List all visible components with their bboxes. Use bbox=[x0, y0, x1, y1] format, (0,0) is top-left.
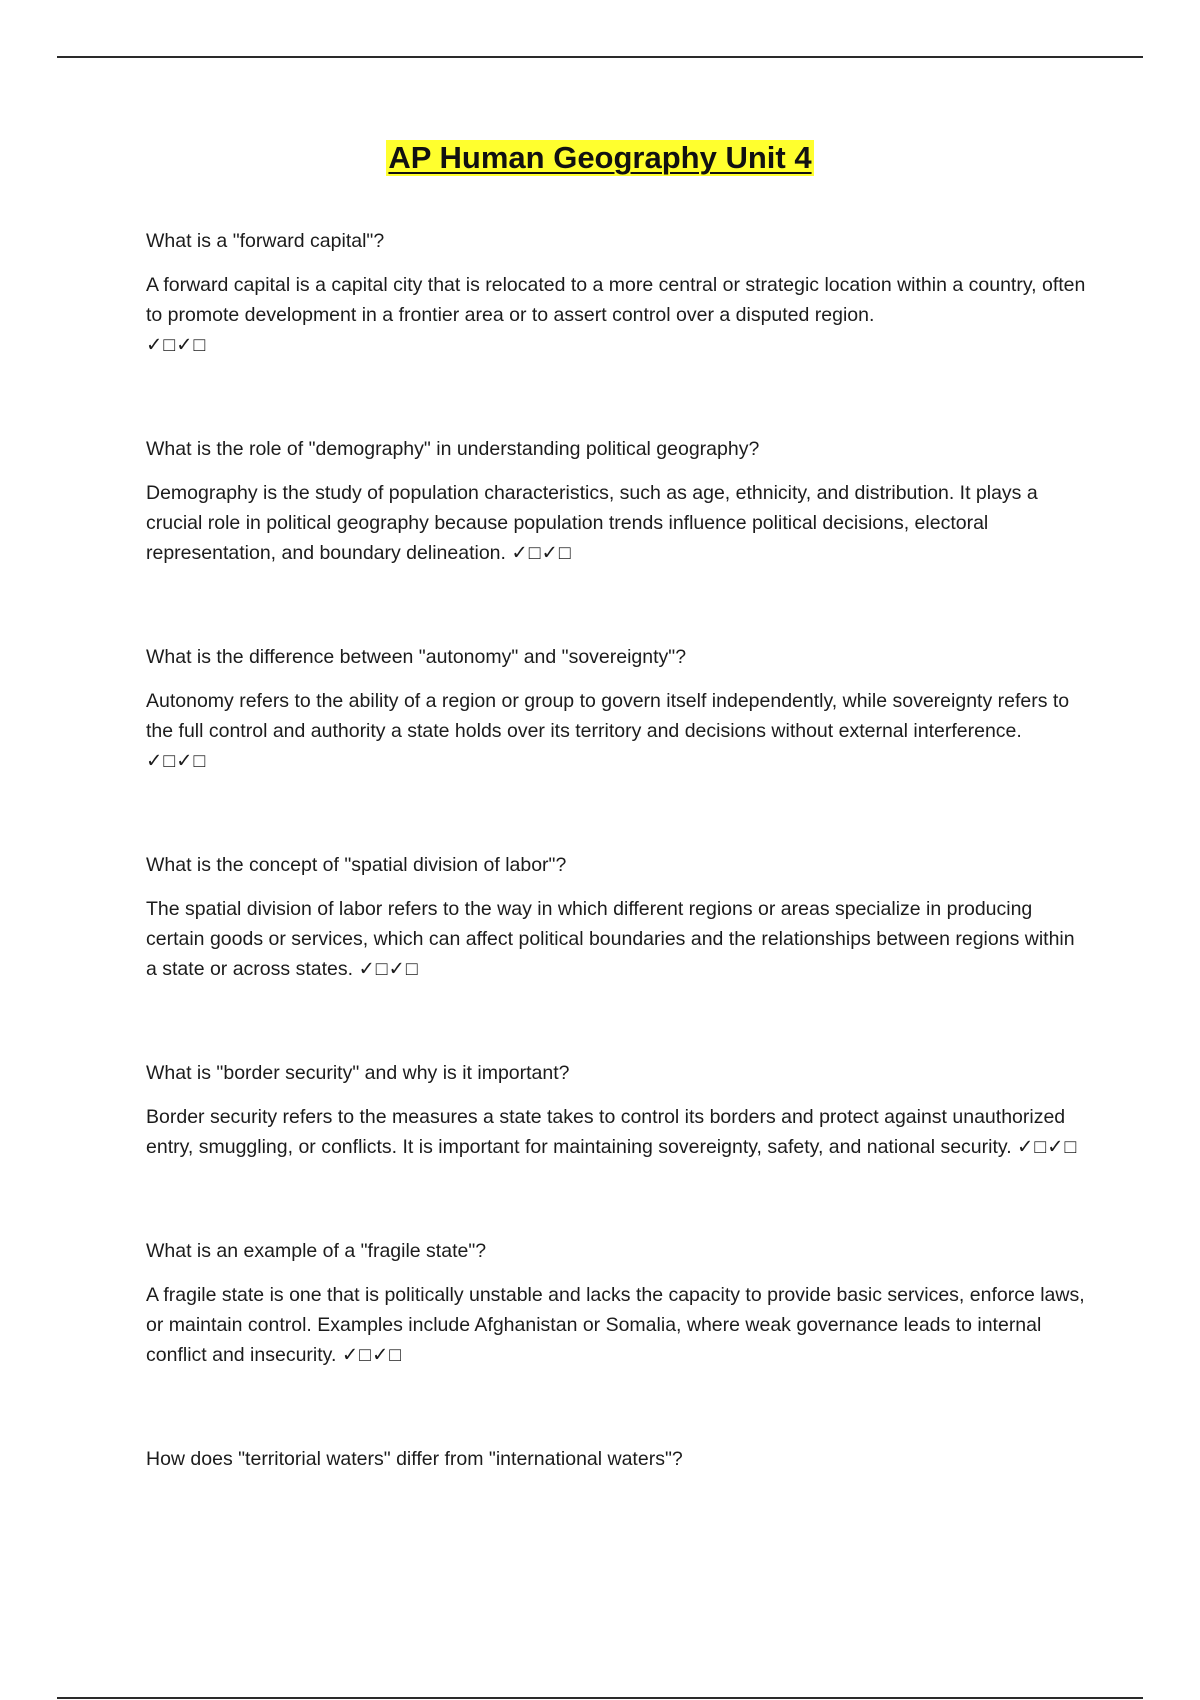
answer-text: Autonomy refers to the ability of a region or group to govern itself independently, while sovereignty refers to the full control and authority a state holds over its territory and decisions without external interference. bbox=[146, 690, 1070, 742]
question-text: What is "border security" and why is it important? bbox=[146, 1062, 570, 1084]
document-title: AP Human Geography Unit 4 bbox=[388, 140, 812, 175]
title-block bbox=[0, 140, 1200, 176]
answer-paragraph bbox=[146, 1280, 1086, 1370]
check-marks: ✓□✓□ bbox=[341, 1344, 403, 1366]
question-text: What is an example of a "fragile state"? bbox=[146, 1240, 487, 1262]
check-marks: ✓□✓□ bbox=[358, 958, 419, 980]
qa-item bbox=[146, 642, 1086, 776]
answer-text: A fragile state is one that is politically unstable and lacks the capacity to provide basic services, enforce laws, or maintain control. Examples include Afghanistan or Somalia, where weak governance leads to internal conflict and insecurity. bbox=[146, 1284, 1085, 1366]
answer-paragraph bbox=[146, 270, 1086, 360]
check-marks: ✓□✓□ bbox=[511, 542, 572, 564]
page-bottom-rule bbox=[57, 1697, 1143, 1699]
question-text: What is a "forward capital"? bbox=[146, 230, 385, 252]
document-body bbox=[146, 226, 1086, 1548]
qa-item bbox=[146, 226, 1086, 360]
answer-text: Border security refers to the measures a state takes to control its borders and protect against unauthorized entry, smuggling, or conflicts. It is important for maintaining sovereignty, safety, and national security. bbox=[146, 1106, 1066, 1158]
qa-item bbox=[146, 1444, 1086, 1474]
check-marks: ✓□✓□ bbox=[146, 750, 207, 772]
qa-item bbox=[146, 850, 1086, 984]
check-marks: ✓□✓□ bbox=[1017, 1136, 1078, 1158]
check-marks: ✓□✓□ bbox=[146, 334, 207, 356]
qa-item bbox=[146, 1058, 1086, 1162]
question-text: What is the difference between "autonomy" and "sovereignty"? bbox=[146, 646, 687, 668]
answer-text: A forward capital is a capital city that is relocated to a more central or strategic location within a country, often to promote development in a frontier area or to assert control over a disputed region. bbox=[146, 274, 1086, 326]
qa-item bbox=[146, 434, 1086, 568]
page-top-rule bbox=[57, 56, 1143, 58]
answer-text: Demography is the study of population characteristics, such as age, ethnicity, and distribution. It plays a crucial role in political geography because population trends influence political decisions, electoral representation, and boundary delineation. bbox=[146, 482, 1038, 564]
answer-text: The spatial division of labor refers to the way in which different regions or areas specialize in producing certain goods or services, which can affect political boundaries and the relationships between regions within a state or across states. bbox=[146, 898, 1075, 980]
answer-paragraph bbox=[146, 894, 1086, 984]
answer-paragraph bbox=[146, 686, 1086, 776]
question-text: What is the concept of "spatial division of labor"? bbox=[146, 854, 567, 876]
answer-paragraph bbox=[146, 478, 1086, 568]
question-text: How does "territorial waters" differ from "international waters"? bbox=[146, 1448, 683, 1470]
question-text: What is the role of "demography" in understanding political geography? bbox=[146, 438, 760, 460]
answer-paragraph bbox=[146, 1102, 1086, 1162]
qa-item bbox=[146, 1236, 1086, 1370]
